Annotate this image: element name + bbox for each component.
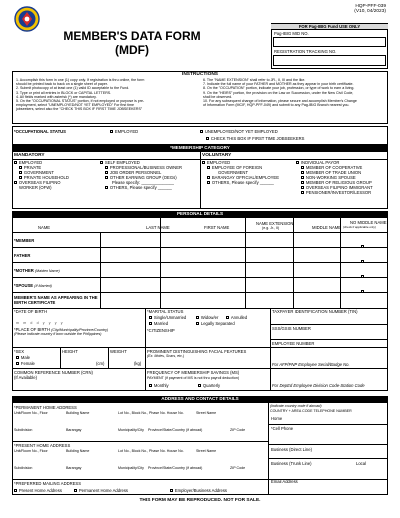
col-name-ext-hint: (e.g. Jr., II) [262,226,280,230]
voluntary-employed-option[interactable]: EMPLOYED [202,160,279,165]
mail-present-option[interactable]: Present Home Address [14,488,62,493]
membership-category-bar: *MEMBERSHIP CATEGORY [12,145,388,151]
pres-line2-city: Municipality/City [118,466,144,470]
oeg-specify[interactable]: Please specify: ______________ [112,180,174,185]
instruction-line: 9. On the "HEIRS" portion, the provision on the Law on Succession, under the New Civil Code, [203,90,354,95]
checkbox-icon[interactable] [14,181,17,184]
permanent-address-label: *PERMANENT HOME ADDRESS [14,405,77,410]
private-option[interactable]: PRIVATE [19,165,69,170]
rtn-label: REGISTRATION TRACKING NO. [274,49,337,54]
mother-row-label: *MOTHER (Maiden Name) [14,268,60,273]
ofw-option[interactable]: OVERSEAS FILIPINO [14,180,69,185]
instruction-line: 4. All fields marked with asterisk (*) are mandatory. [16,94,97,99]
perm-line2-zip: ZIP Code [230,428,246,432]
employed-option[interactable]: EMPLOYED [110,129,138,134]
instruction-line: 1. Accomplish this form in one (1) copy only. If registration is thru online, the form [16,78,145,82]
nonworking-spouse-option[interactable]: NON-WORKING SPOUSE [301,175,373,180]
pres-line1-unit: Unit/Room No., Floor [14,449,48,453]
membership-col3 [202,160,279,185]
instruction-line: 6. The "NAME EXTENSION" shall refer to JR., II, III and the like. [203,78,306,82]
checkbox-icon[interactable] [105,171,108,174]
marital-status-label: *MARITAL STATUS [147,309,184,314]
checkbox-icon[interactable] [196,322,199,325]
checkbox-icon[interactable] [207,181,210,184]
checkbox-icon[interactable] [149,322,152,325]
dob-format-hint: m m d d y y y y [16,321,65,325]
voluntary-label: VOLUNTARY [202,153,232,158]
barangay-option[interactable]: BARANGAY OFFICIAL/EMPLOYEE [207,175,279,180]
checkbox-icon[interactable] [19,171,22,174]
checkbox-icon[interactable] [301,186,304,189]
checkbox-icon[interactable] [301,181,304,184]
col-no-middle-hint: (check if applicable only) [343,225,376,229]
mandatory-employed-option[interactable]: EMPLOYED [14,160,69,165]
checkbox-icon[interactable] [301,176,304,179]
marital-single-option[interactable]: Single/Unmarried [149,315,186,320]
checkbox-icon[interactable] [207,176,210,179]
job-order-option[interactable]: JOB ORDER PERSONNEL [105,170,182,175]
height-unit: (cm) [96,361,105,366]
pob-hint: (Please indicate country if born outside the Philippines) [14,332,102,336]
checkbox-icon[interactable] [198,384,201,387]
mandatory-label: MANDATORY [14,153,45,158]
instruction-line: jobseekers, select also the "CHECK THIS BOX IF FIRST TIME JOBSEEKERS" [16,107,143,112]
business-trunk-label: Business (Trunk Line) [271,461,312,466]
instruction-line: 10. For any subsequent change of information, please secure and accomplish Member's Change [203,99,357,104]
rtn-field[interactable] [273,55,386,66]
address-contact-bar: ADDRESS AND CONTACT DETAILS [12,396,388,402]
office-use-header: FOR Pag-IBIG Fund USE ONLY [271,24,388,30]
checkbox-icon[interactable] [74,489,77,492]
checkbox-icon[interactable] [100,161,103,164]
instruction-line: employment, select "UNEMPLOYED/NOT YET EMPLOYED" For first time [16,103,134,108]
sex-female-option[interactable]: Female [16,361,35,366]
pres-line1-street: Street Name [196,449,217,453]
cooperative-option[interactable]: MEMBER OF COOPERATIVE [301,165,373,170]
mail-employer-option[interactable]: Employer/Business Address [170,488,227,493]
marital-married-option[interactable]: Married [149,321,168,326]
checkbox-icon[interactable] [16,362,19,365]
pres-line2-province: Province/State/Country (if abroad) [148,466,203,470]
logo-emblem-icon [14,6,40,32]
email-label: Email Address [271,479,298,484]
preferred-mailing-label: *PREFERRED MAILING ADDRESS [14,481,82,486]
instruction-line: 8. On the "OCCUPATION" portion, indicate your job, profession, or type of work to earn a living. [203,86,355,91]
marital-widow-option[interactable]: Widow/er [196,315,218,320]
oeg-option[interactable]: OTHER EARNING GROUP (OEGs) [105,175,182,180]
foreign-gov-cont: GOVERNMENT [218,170,249,175]
perm-line2-barangay: Barangay [66,428,82,432]
pres-line1-bldg: Building Name [66,449,90,453]
checkbox-icon[interactable] [301,166,304,169]
pob-label: *PLACE OF BIRTH (City/Municipality/Province/Country) [14,327,109,332]
col-name-ext: NAME EXTENSION [256,221,294,226]
col-last-name: LAST NAME [146,225,170,230]
checkbox-icon[interactable] [296,161,299,164]
checkbox-icon[interactable] [301,171,304,174]
ms-frequency-label-cont: PAYMENT (if payment of MS is not thru payroll deduction) [147,376,240,380]
freq-quarterly-option[interactable]: Quarterly [198,383,220,388]
perm-line1-unit: Unit/Room No., Floor [14,411,48,415]
dob-label: *DATE OF BIRTH [14,309,48,314]
checkbox-icon[interactable] [226,316,229,319]
weight-label: WEIGHT [110,349,127,354]
instruction-line: should be printed back to back on a single sheet of paper. [16,82,108,87]
instruction-line: 7. Indicate the full name of your FATHER and MOTHER as they appear in your birth certificate. [203,82,354,87]
checkbox-icon[interactable] [105,166,108,169]
father-row-label: FATHER [14,253,31,258]
instructions-left [16,78,198,112]
vol-others-option[interactable]: OTHERS, Please specify ______ [207,180,279,185]
private-household-option[interactable]: PRIVATE HOUSEHOLD [19,175,69,180]
checkbox-icon[interactable] [19,176,22,179]
facial-features-hint: (Ex. Moles, Scars, etc.) [147,354,185,358]
first-time-jobseeker-option[interactable]: CHECK THIS BOX IF FIRST TIME JOBSEEKERS [206,136,304,141]
contact-columns-hint: COUNTRY + AREA CODE TELEPHONE NUMBER [270,409,352,413]
pres-line1-lot: Lot No., Block No., Phase No. House No. [118,449,184,453]
business-direct-label: Business (Direct Line) [271,447,312,452]
perm-line2-subdivision: Subdivision [14,428,33,432]
height-label: HEIGHT [62,349,78,354]
ms-frequency-label: FREQUENCY OF MEMBERSHIP SAVINGS (MS) [147,370,240,375]
footer-note: THIS FORM MAY BE REPRODUCED. NOT FOR SALE. [139,498,261,503]
instruction-line: shall be observed. [203,94,233,99]
checkbox-icon[interactable] [105,176,108,179]
religious-group-option[interactable]: MEMBER OF RELIGIOUS GROUP [301,180,373,185]
checkbox-icon[interactable] [200,130,203,133]
professional-option[interactable]: PROFESSIONAL/BUSINESS OWNER [105,165,182,170]
perm-line1-street: Street Name [196,411,217,415]
sex-male-option[interactable]: Male [16,355,30,360]
crn-hint: (If Available) [14,375,37,380]
present-address-label: *PRESENT HOME ADDRESS [14,443,71,448]
instructions-right [203,78,387,107]
unemployed-option[interactable]: UNEMPLOYED/NOT YET EMPLOYED [200,129,278,134]
self-others-option[interactable]: OTHERS, Please specify ______ [105,185,182,190]
weight-unit: (kg) [134,361,142,366]
pres-line2-subdivision: Subdivision [14,466,33,470]
instruction-line: 2. Submit photocopy of at least one (1) valid ID acceptable to the Fund. [16,86,130,91]
checkbox-icon[interactable] [207,166,210,169]
individual-payor-option[interactable]: INDIVIDUAL PAYOR [296,160,373,165]
birth-cert-name-label-cont: BIRTH CERTIFICATE [14,300,56,305]
personal-details-bar: PERSONAL DETAILS [12,211,388,217]
ofw-label-cont: WORKER (OFW) [19,185,52,190]
checkbox-icon[interactable] [16,356,19,359]
membership-col2 [100,160,182,190]
form-subtitle: (MDF) [115,43,149,57]
home-phone-label: Home [271,416,283,421]
form-title: MEMBER'S DATA FORM [63,29,201,43]
member-row-label: *MEMBER [14,238,35,243]
instruction-line: 3. Type or print all entries in BLOCK or CAPITAL LETTERS. [16,90,112,95]
checkbox-icon[interactable] [149,384,152,387]
perm-line2-city: Municipality/City [118,428,144,432]
mail-permanent-option[interactable]: Permanent Home Address [74,488,128,493]
col-first-name: FIRST NAME [204,225,230,230]
pres-line2-barangay: Barangay [66,466,82,470]
checkbox-icon[interactable] [14,161,17,164]
checkbox-icon[interactable] [110,130,113,133]
occupational-status-label: *OCCUPATIONAL STATUS [14,129,66,134]
mid-number-field[interactable] [273,37,386,47]
mid-label: Pag-IBIG MID NO. [274,31,309,36]
contact-country-hint: (Indicate country code if abroad) [270,404,322,408]
spouse-row-label: *SPOUSE (If Married) [14,283,52,288]
instructions-title: INSTRUCTIONS [182,72,218,77]
marital-annulled-option[interactable]: Annulled [226,315,247,320]
crn-label: COMMON REFERENCE NUMBER (CRN) [14,370,93,375]
afp-pnp-label: For AFP/PNP Employee Serial/Badge No. [272,362,350,367]
sss-label: SSS/GSIS NUMBER [272,326,311,331]
perm-line1-lot: Lot No., Block No., Phase No. House No. [118,411,184,415]
checkbox-icon[interactable] [206,137,209,140]
cell-phone-label: *Cell Phone [271,426,294,431]
immigrant-option[interactable]: OVERSEAS FILIPINO IMMIGRANT [301,185,373,190]
checkbox-icon[interactable] [149,316,152,319]
pensioner-option[interactable]: PENSIONER/INVESTOR/LESSOR [301,190,373,195]
perm-line2-province: Province/State/Country (if abroad) [148,428,203,432]
citizenship-label: *CITIZENSHIP [147,328,175,333]
facial-features-label: PROMINENT DISTINGUISHING FACIAL FEATURES [147,349,247,354]
trade-union-option[interactable]: MEMBER OF TRADE UNION [301,170,373,175]
self-employed-option[interactable]: SELF EMPLOYED [100,160,182,165]
foreign-gov-option[interactable]: EMPLOYEE OF FOREIGN [207,165,279,170]
membership-col4 [296,160,373,195]
col-name: NAME [38,225,51,230]
birth-cert-name-label: MEMBER'S NAME AS APPEARING IN THE [14,295,98,300]
government-option[interactable]: GOVERNMENT [19,170,69,175]
employee-number-label: EMPLOYEE NUMBER [272,341,315,346]
pres-line2-zip: ZIP Code [230,466,246,470]
checkbox-icon[interactable] [14,489,17,492]
checkbox-icon[interactable] [196,316,199,319]
col-no-middle: NO MIDDLE NAME [350,220,387,225]
form-version: (V10, 04/2023) [354,9,386,14]
sex-label: *SEX [14,349,25,354]
instruction-line: 5. On the "OCCUPATIONAL STATUS" portion, if not employed or purpose is pre- [16,99,145,104]
checkbox-icon[interactable] [170,489,173,492]
perm-line1-bldg: Building Name [66,411,90,415]
checkbox-icon[interactable] [301,191,304,194]
local-label: Local [356,461,367,466]
instruction-line: of Information Form (MCIF, HQP-PFF-049) and submit to any Pag-IBIG Branch nearest you. [203,103,350,108]
checkbox-icon[interactable] [202,161,205,164]
marital-separated-option[interactable]: Legally Separated [196,321,235,326]
checkbox-icon[interactable] [19,166,22,169]
membership-col1 [14,160,69,190]
col-middle-name: MIDDLE NAME [312,225,342,230]
deped-label: For DepEd Employee Division Code-Station Code [272,383,365,388]
tin-label: TAXPAYER IDENTIFICATION NUMBER (TIN) [272,309,358,314]
checkbox-icon[interactable] [105,186,108,189]
form-code: HQP-PFF-039 [355,4,386,9]
freq-monthly-option[interactable]: Monthly [149,383,169,388]
pagibig-logo [14,6,40,32]
